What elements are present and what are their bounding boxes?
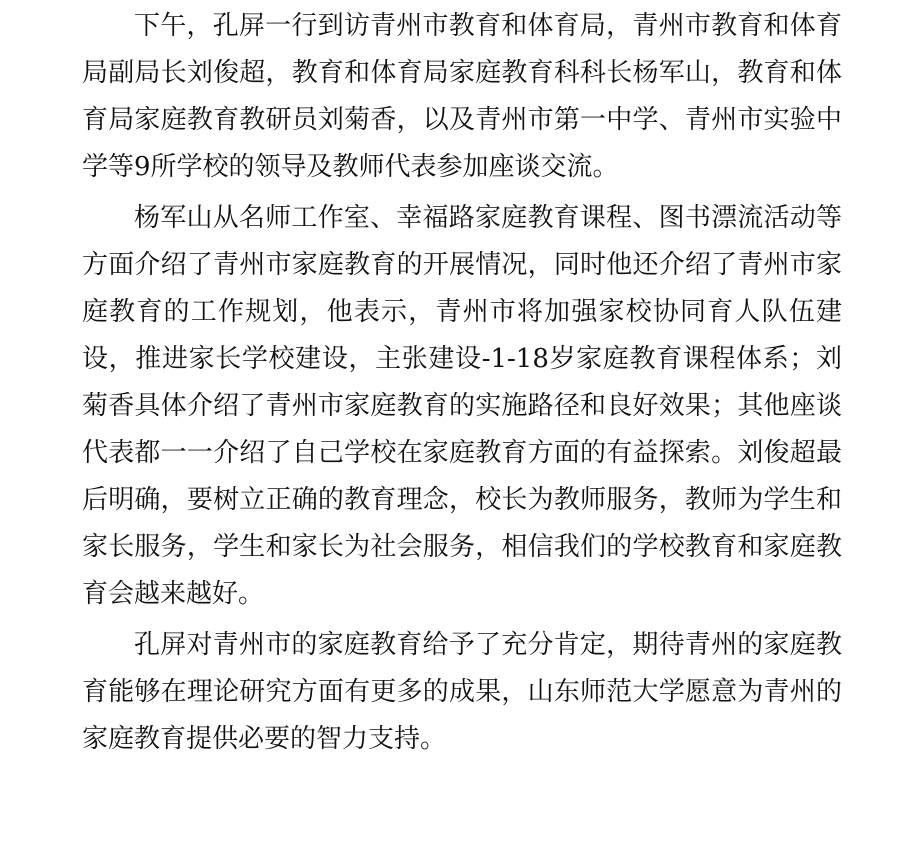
paragraph-affirmation: 孔屏对青州市的家庭教育给予了充分肯定，期待青州的家庭教育能够在理论研究方面有更多的成果，山东师范大学愿意为青州的家庭教育提供必要的智力支持。 xyxy=(82,630,842,754)
document-body xyxy=(82,3,842,767)
paragraph-visit: 下午，孔屏一行到访青州市教育和体育局，青州市教育和体育局副局长刘俊超，教育和体育局家庭教育科科长杨军山，教育和体育局家庭教育教研员刘菊香，以及青州市第一中学、青州市实验中学等9所学校的领导及教师代表参加座谈交流。 xyxy=(82,11,842,182)
paragraph-introduction: 杨军山从名师工作室、幸福路家庭教育课程、图书漂流活动等方面介绍了青州市家庭教育的开展情况，同时他还介绍了青州市家庭教育的工作规划，他表示，青州市将加强家校协同育人队伍建设，推进家长学校建设，主张建设-1-18岁家庭教育课程体系；刘菊香具体介绍了青州市家庭教育的实施路径和良好效果；其他座谈代表都一一介绍了自己学校在家庭教育方面的有益探索。刘俊超最后明确，要树立正确的教育理念，校长为教师服务，教师为学生和家长服务，学生和家长为社会服务，相信我们的学校教育和家庭教育会越来越好。 xyxy=(82,203,842,609)
